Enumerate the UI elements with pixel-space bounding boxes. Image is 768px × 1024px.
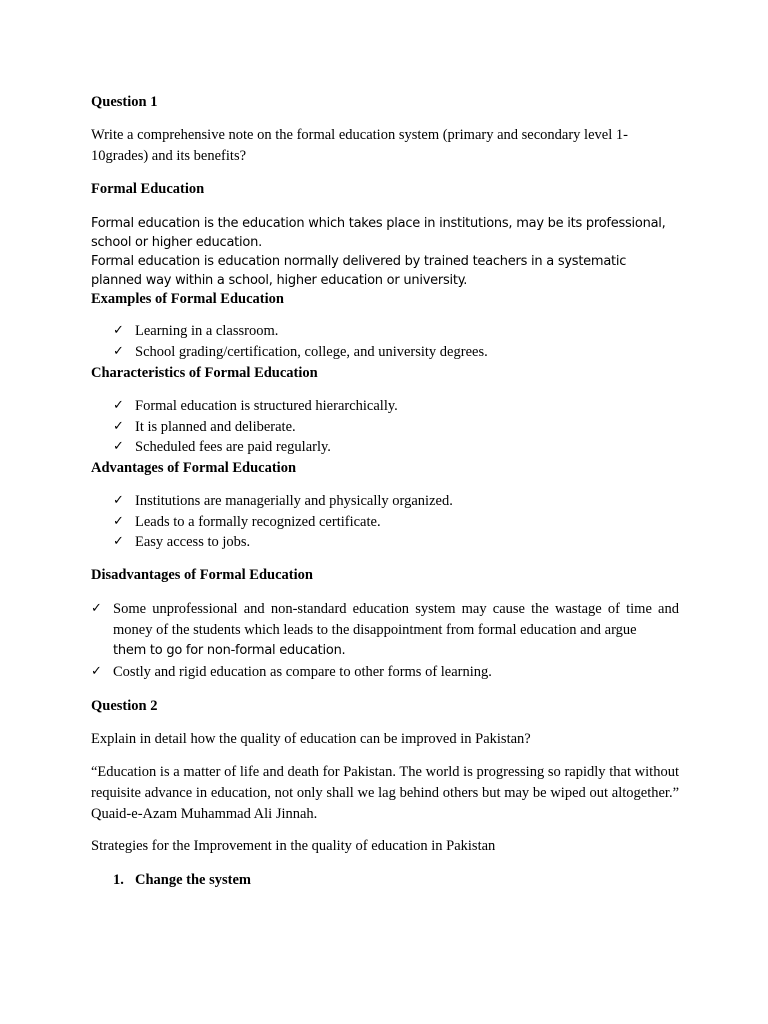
jinnah-quote: “Education is a matter of life and death for Pakistan. The world is progressing so rapidly that without requisite advance in education, not only shall we lag behind others but may be wiped out altogether.” Quaid-e-Azam Muhammad Ali Jinnah. xyxy=(91,764,679,822)
strategies-intro: Strategies for the Improvement in the quality of education in Pakistan xyxy=(91,838,496,854)
disadvantages-list xyxy=(91,599,679,683)
list-item-text: School grading/certification, college, and university degrees. xyxy=(135,343,488,360)
question-2-heading: Question 2 xyxy=(91,698,158,714)
strategies-list xyxy=(113,870,673,891)
list-item-text: Learning in a classroom. xyxy=(135,323,279,339)
formal-education-heading: Formal Education xyxy=(91,181,205,197)
list-item xyxy=(113,437,673,458)
advantages-list xyxy=(113,491,673,553)
examples-heading: Examples of Formal Education xyxy=(91,291,284,307)
examples-list xyxy=(113,321,673,362)
question-1-heading: Question 1 xyxy=(91,94,158,110)
list-item-number: 1. xyxy=(113,872,124,888)
checkmark-icon: ✓ xyxy=(91,664,102,679)
list-item-text: Costly and rigid education as compare to other forms of learning. xyxy=(113,664,492,680)
question-2-prompt: Explain in detail how the quality of education can be improved in Pakistan? xyxy=(91,731,531,747)
list-item-text: Leads to a formally recognized certificate. xyxy=(135,513,381,530)
checkmark-icon: ✓ xyxy=(113,343,124,359)
list-item xyxy=(113,342,673,363)
checkmark-icon: ✓ xyxy=(113,513,124,529)
list-item-text: It is planned and deliberate. xyxy=(135,418,296,435)
checkmark-icon: ✓ xyxy=(113,323,124,338)
list-item xyxy=(113,512,673,533)
checkmark-icon: ✓ xyxy=(113,534,124,549)
checkmark-icon: ✓ xyxy=(91,601,102,616)
list-item xyxy=(113,491,673,512)
checkmark-icon: ✓ xyxy=(113,418,124,434)
disadvantages-heading: Disadvantages of Formal Education xyxy=(91,567,313,583)
formal-education-paragraph-1: Formal education is the education which takes place in institutions, may be its professional, school or higher education. xyxy=(91,216,666,250)
characteristics-list xyxy=(113,396,673,458)
list-item xyxy=(91,662,679,683)
advantages-heading: Advantages of Formal Education xyxy=(91,460,297,476)
question-1-prompt: Write a comprehensive note on the formal education system (primary and secondary level 1-10grades) and its benefits? xyxy=(91,127,628,164)
list-item xyxy=(113,417,673,438)
list-item-text: Easy access to jobs. xyxy=(135,534,251,550)
list-item-text: Institutions are managerially and physically organized. xyxy=(135,493,453,509)
checkmark-icon: ✓ xyxy=(113,439,124,454)
list-item-text: Formal education is structured hierarchically. xyxy=(135,398,398,414)
list-item xyxy=(91,599,679,660)
checkmark-icon: ✓ xyxy=(113,398,124,413)
list-item xyxy=(113,870,673,891)
formal-education-paragraph-2: Formal education is education normally delivered by trained teachers in a systematic planned way within a school, higher education or university. xyxy=(91,254,627,288)
list-item xyxy=(113,532,673,553)
list-item-text: Scheduled fees are paid regularly. xyxy=(135,439,331,455)
list-item xyxy=(113,321,673,342)
list-item-text-continued: them to go for non-formal education. xyxy=(113,643,346,658)
checkmark-icon: ✓ xyxy=(113,493,124,508)
characteristics-heading: Characteristics of Formal Education xyxy=(91,365,318,381)
list-item-text: Some unprofessional and non-standard education system may cause the wastage of time and money of the students which leads to the disappointment from formal education and argue xyxy=(113,601,679,638)
list-item xyxy=(113,396,673,417)
list-item-text: Change the system xyxy=(135,872,251,888)
